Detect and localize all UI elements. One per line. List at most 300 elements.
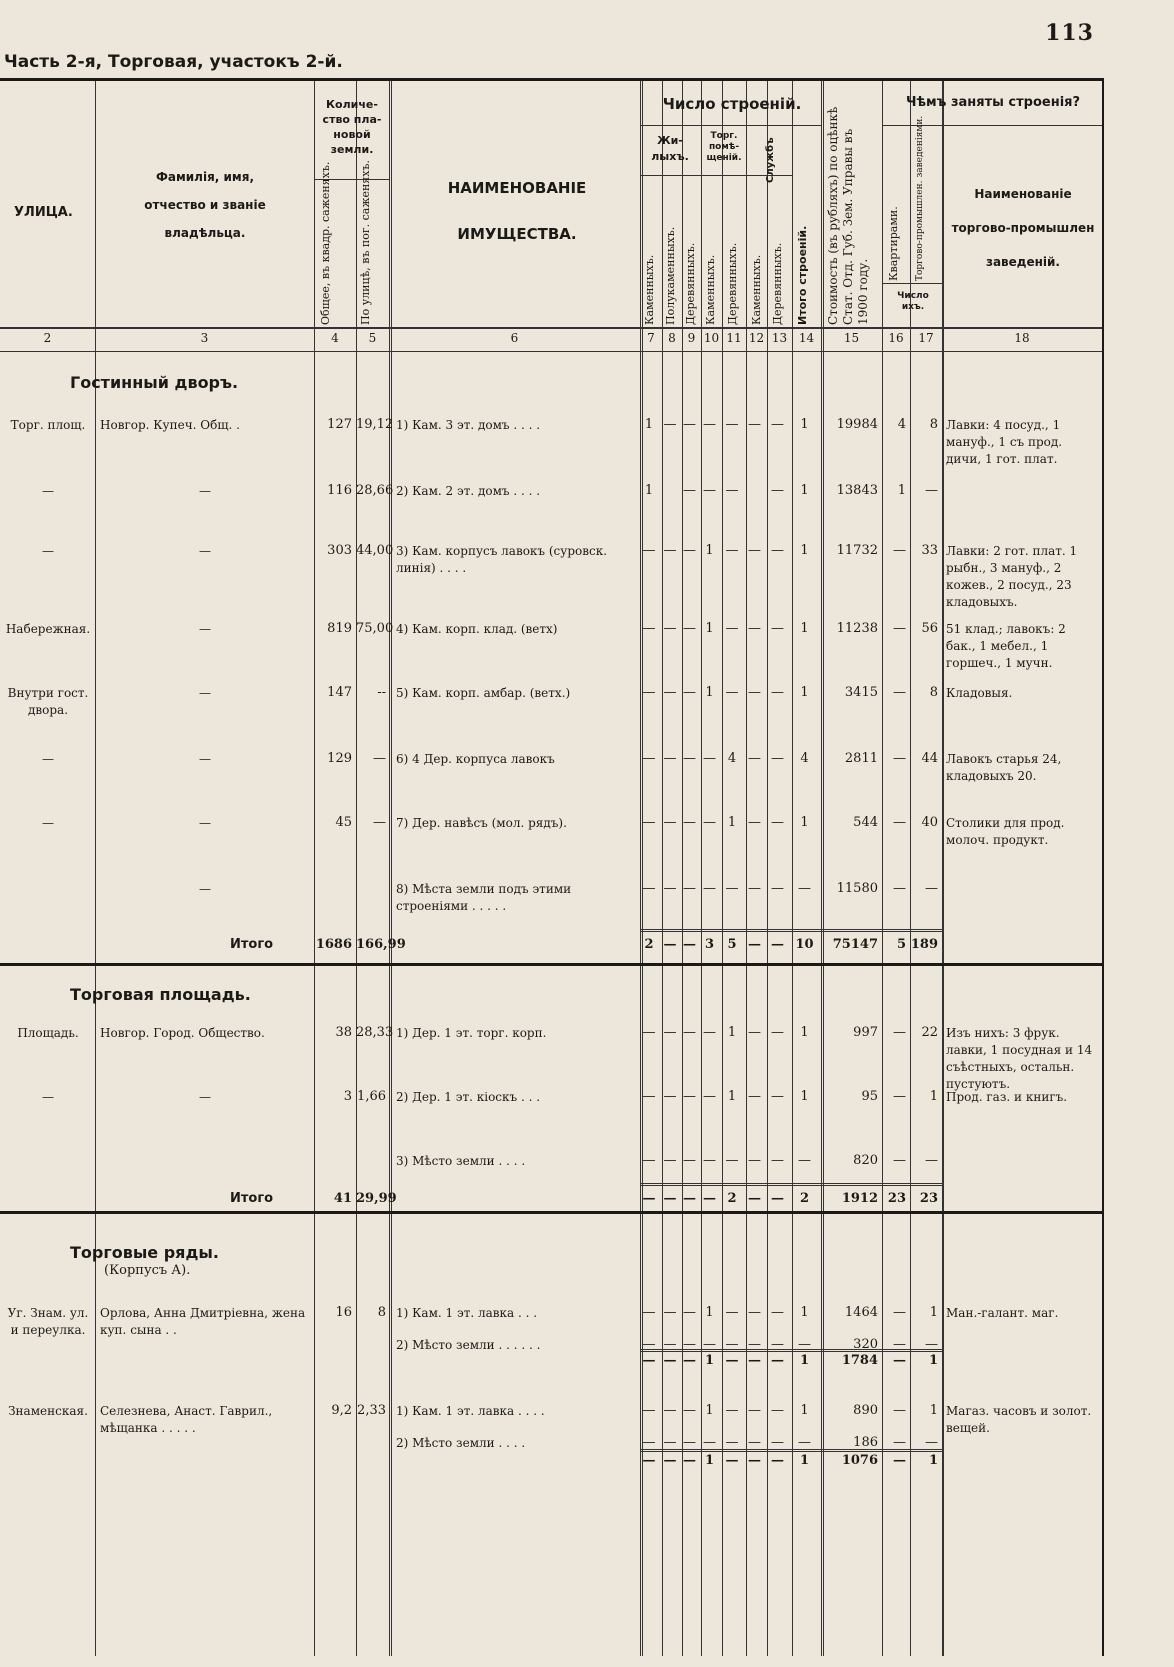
cell-col-10: 1	[705, 543, 714, 558]
cell-col-11: 4	[727, 751, 737, 766]
cell-col-15: 11580	[836, 881, 878, 896]
cell-col-11: —	[725, 417, 739, 432]
cell-col-13: —	[771, 1337, 784, 1352]
cell-property: 2) Мѣсто земли . . . . . .	[396, 1338, 541, 1352]
cell-property: 8) Мѣста земли подъ этими строеніями . . . . .	[396, 882, 572, 913]
cell-col-7: —	[642, 1403, 656, 1418]
cell-land-street: 44,00	[356, 543, 394, 558]
cell-col-10: —	[703, 1435, 716, 1450]
cell-col-8: —	[663, 543, 677, 558]
cell-col-16: —	[893, 1025, 906, 1040]
column-number: 16	[888, 331, 904, 345]
cell-col-13: —	[771, 543, 784, 558]
total-land: 1686	[315, 937, 352, 952]
cell-col-10: —	[703, 417, 716, 432]
total-label: Итого	[230, 937, 274, 952]
cell-col-13: —	[771, 1089, 784, 1104]
cell-col-15: 11732	[836, 543, 878, 558]
cell-col-14: 1	[800, 1025, 809, 1040]
column-number: 18	[1014, 331, 1030, 345]
cell-establishments: Магаз. часовъ и золот. вещей.	[946, 1404, 1092, 1435]
cell-col-11: —	[725, 543, 739, 558]
cell-col-15: 95	[861, 1089, 878, 1104]
cell-land-total: 303	[327, 543, 352, 558]
cell-col-11: 5	[727, 937, 737, 952]
cell-property: 1) Кам. 1 эт. лавка . . . .	[396, 1404, 545, 1418]
cell-property: 1) Кам. 1 эт. лавка . . .	[396, 1306, 538, 1320]
cell-property: 6) 4 Дер. корпуса лавокъ	[396, 752, 555, 766]
cell-col-8: —	[663, 1305, 677, 1320]
cell-land-street: 28,33	[356, 1025, 394, 1040]
cell-land-street: 28,66	[356, 483, 394, 498]
cell-col-17: 22	[921, 1025, 938, 1040]
cell-col-15: 997	[853, 1025, 878, 1040]
cell-col-13: —	[771, 881, 784, 896]
cell-property: 1) Дер. 1 эт. торг. корп.	[396, 1026, 547, 1040]
cell-col-17: 40	[921, 815, 938, 830]
cell-owner: —	[199, 882, 211, 896]
cell-col-16: —	[893, 543, 906, 558]
cell-land-total: 127	[327, 417, 352, 432]
header-service: Службъ	[765, 137, 776, 183]
cell-col-12: —	[748, 1453, 761, 1468]
cell-col-10: —	[703, 1089, 716, 1104]
cell-col-10: 1	[705, 685, 714, 700]
cell-land-street: 19,12	[356, 417, 394, 432]
cell-street: —	[42, 1090, 54, 1104]
cell-col-9: —	[683, 937, 696, 952]
cell-col-13: —	[771, 483, 784, 498]
cell-col-9: —	[683, 815, 696, 830]
cell-col-8: —	[663, 1453, 677, 1468]
header-trade: Торг. помѣ- щеній.	[706, 131, 742, 163]
section-title: Торговая площадь.	[70, 985, 251, 1004]
cell-col-14: 1	[799, 1353, 810, 1368]
section-title: Торговые ряды.	[70, 1243, 219, 1262]
cell-owner: —	[199, 686, 211, 700]
section-divider	[0, 963, 1102, 966]
cell-land-total: 9,2	[331, 1403, 352, 1418]
cell-col-9: —	[683, 1089, 696, 1104]
cell-col-9: —	[683, 1453, 696, 1468]
cell-col-7: —	[642, 1025, 656, 1040]
cell-land-total: 129	[327, 751, 352, 766]
cell-col-11: —	[725, 1435, 739, 1450]
cell-col-13: —	[771, 937, 784, 952]
cell-col-9: —	[683, 417, 696, 432]
cell-land-total: 147	[327, 685, 352, 700]
cell-col-14: 1	[799, 1453, 810, 1468]
cell-property: 3) Мѣсто земли . . . .	[396, 1154, 526, 1168]
cell-street: Набережная.	[5, 622, 91, 636]
total-street: 166,99	[356, 937, 406, 952]
header-property: НАИМЕНОВАНІЕ ИМУЩЕСТВА.	[447, 179, 587, 243]
cell-col-12: —	[748, 621, 761, 636]
cell-col-17: —	[925, 1337, 938, 1352]
total-street: 29,99	[356, 1191, 397, 1206]
total-rule	[640, 929, 942, 932]
cell-col-12: —	[748, 1305, 761, 1320]
cell-col-15: 186	[853, 1435, 878, 1450]
cell-establishments: Прод. газ. и книгъ.	[946, 1090, 1068, 1104]
cell-col-11: 1	[727, 815, 737, 830]
header-residential: Жи- лыхъ.	[651, 134, 689, 163]
cell-col-16: —	[893, 1305, 906, 1320]
cell-col-11: —	[725, 1153, 739, 1168]
column-number: 8	[668, 331, 676, 345]
ledger-table	[0, 78, 1104, 1656]
page-number: 113	[1045, 20, 1094, 46]
cell-col-17: 1	[929, 1403, 938, 1418]
cell-col-7: —	[642, 1305, 656, 1320]
cell-col-7: —	[642, 1153, 656, 1168]
cell-street: Площадь.	[17, 1026, 79, 1040]
cell-owner: Новгор. Купеч. Общ. .	[100, 418, 240, 432]
cell-col-17: 56	[921, 621, 938, 636]
header-land-total: Общее, въ квадр. саженяхъ.	[319, 161, 332, 325]
cell-col-12: —	[748, 417, 761, 432]
col-apartments: Квартирами.	[887, 206, 900, 281]
col-stone-1: Каменныхъ.	[643, 254, 656, 325]
cell-establishments: Столики для прод. молоч. продукт.	[946, 816, 1065, 847]
cell-col-8: —	[663, 937, 677, 952]
cell-col-11: —	[725, 1403, 739, 1418]
cell-street: Уг. Знам. ул. и переулка.	[7, 1306, 89, 1337]
cell-col-7: —	[642, 1353, 656, 1368]
cell-col-10: —	[703, 483, 716, 498]
cell-col-16: —	[893, 1089, 906, 1104]
cell-col-11: —	[725, 685, 739, 700]
cell-col-11: —	[725, 1337, 739, 1352]
cell-col-16: —	[893, 1153, 906, 1168]
column-number: 10	[703, 331, 720, 345]
cell-col-10: 1	[704, 1453, 715, 1468]
cell-col-11: —	[725, 1353, 739, 1368]
total-land: 41	[333, 1191, 352, 1206]
cell-col-7: —	[642, 1453, 656, 1468]
cell-col-14: —	[798, 1435, 811, 1450]
cell-land-street: 8	[377, 1305, 386, 1320]
col-trade-establishments: Торгово-промышлен. заведеніями.	[915, 115, 925, 281]
cell-col-16: 5	[896, 937, 906, 952]
cell-col-16: —	[893, 1453, 906, 1468]
col-wood-1: Деревянныхъ.	[684, 242, 697, 325]
cell-col-11: —	[725, 881, 739, 896]
page-title: Часть 2-я, Торговая, участокъ 2-й.	[4, 52, 343, 72]
cell-land-street: 75,00	[356, 621, 394, 636]
col-total-buildings: Итого строеній.	[796, 225, 809, 325]
column-number: 5	[368, 331, 377, 345]
cell-col-7: 2	[644, 937, 654, 952]
cell-col-12: —	[748, 1025, 761, 1040]
total-rule	[640, 1183, 942, 1186]
column-number: 3	[200, 331, 209, 345]
cell-col-13: —	[771, 1025, 784, 1040]
subtotal-rule	[640, 1449, 942, 1452]
cell-owner: —	[199, 1090, 211, 1104]
cell-col-10: —	[703, 1025, 716, 1040]
cell-owner: —	[199, 816, 211, 830]
cell-col-12: —	[748, 881, 761, 896]
cell-establishments: Лавки: 4 посуд., 1 мануф., 1 съ прод. дичи, 1 гот. плат.	[946, 418, 1063, 466]
cell-col-9: —	[683, 1435, 696, 1450]
cell-col-14: 1	[800, 621, 809, 636]
cell-col-12: —	[748, 1153, 761, 1168]
cell-property: 4) Кам. корп. клад. (ветх)	[396, 622, 558, 636]
cell-col-8: —	[663, 685, 677, 700]
cell-col-10: —	[703, 751, 716, 766]
cell-col-9: —	[683, 685, 696, 700]
col-half-stone: Полукаменныхъ.	[664, 226, 677, 325]
cell-col-14: —	[798, 1337, 811, 1352]
cell-col-10: —	[703, 881, 716, 896]
cell-col-7: —	[642, 881, 656, 896]
cell-col-10: 1	[705, 621, 714, 636]
header-establishment-name: Наименованіе торгово-промышлен заведеній.	[951, 187, 1095, 269]
cell-land-total: 45	[335, 815, 352, 830]
cell-col-15: 1784	[841, 1353, 878, 1368]
cell-col-9: —	[683, 1025, 696, 1040]
cell-establishments: Лавки: 2 гот. плат. 1 рыбн., 3 мануф., 2 кожев., 2 посуд., 23 кладовыхъ.	[946, 544, 1078, 609]
cell-establishments: 51 клад.; лавокъ: 2 бак., 1 мебел., 1 горшеч., 1 мучн.	[946, 622, 1066, 670]
cell-street: Знаменская.	[8, 1404, 88, 1418]
cell-col-17: —	[925, 1153, 938, 1168]
cell-owner: —	[199, 752, 211, 766]
cell-col-13: —	[771, 685, 784, 700]
cell-col-12: —	[748, 1403, 761, 1418]
cell-col-7: 1	[644, 483, 654, 498]
cell-col-13: —	[771, 1305, 784, 1320]
cell-land-total: 819	[327, 621, 352, 636]
cell-col-8: —	[663, 1191, 677, 1206]
cell-col-14: 10	[795, 937, 814, 952]
cell-col-16: —	[893, 1403, 906, 1418]
cell-col-15: 320	[853, 1337, 878, 1352]
cell-col-17: —	[925, 483, 938, 498]
column-number: 9	[687, 331, 696, 345]
cell-col-14: 1	[800, 1305, 809, 1320]
cell-col-15: 11238	[836, 621, 878, 636]
cell-col-15: 3415	[844, 685, 878, 700]
column-number: 2	[43, 331, 52, 345]
cell-col-13: —	[771, 417, 784, 432]
cell-col-15: 1464	[844, 1305, 878, 1320]
col-cost: Стоимость (въ рубляхъ) по оцѣнкѣ Стат. Отд. Губ. Зем. Управы въ 1900 году.	[826, 106, 870, 325]
cell-col-11: —	[725, 483, 739, 498]
cell-owner: Орлова, Анна Дмитріевна, жена куп. сына . .	[100, 1306, 306, 1337]
cell-street: —	[42, 544, 54, 558]
cell-col-8: —	[663, 881, 677, 896]
cell-street: —	[42, 752, 54, 766]
cell-col-8: —	[663, 1435, 677, 1450]
cell-col-15: 820	[853, 1153, 878, 1168]
cell-col-7: —	[642, 815, 656, 830]
cell-col-17: 1	[928, 1453, 938, 1468]
cell-col-13: —	[771, 1403, 784, 1418]
cell-col-13: —	[771, 1191, 784, 1206]
cell-col-13: —	[771, 1153, 784, 1168]
cell-col-17: —	[925, 881, 938, 896]
cell-col-12: —	[748, 1435, 761, 1450]
cell-col-17: 1	[929, 1089, 938, 1104]
cell-property: 2) Мѣсто земли . . . .	[396, 1436, 526, 1450]
cell-col-16: 4	[897, 417, 906, 432]
cell-col-12: —	[748, 1191, 761, 1206]
subtotal-rule	[640, 1349, 942, 1352]
cell-col-15: 2811	[844, 751, 878, 766]
cell-land-total: 38	[335, 1025, 352, 1040]
cell-col-14: 1	[800, 1403, 809, 1418]
cell-col-12: —	[748, 937, 761, 952]
cell-land-street: --	[377, 685, 386, 700]
cell-land-street: —	[373, 751, 386, 766]
cell-owner: Новгор. Город. Общество.	[100, 1026, 265, 1040]
cell-col-16: —	[893, 815, 906, 830]
section-divider	[0, 1211, 1102, 1214]
cell-col-11: —	[725, 1453, 739, 1468]
cell-col-7: —	[642, 1191, 656, 1206]
cell-property: 7) Дер. навѣсъ (мол. рядъ).	[396, 816, 567, 830]
header-street: УЛИЦА.	[14, 205, 73, 220]
cell-col-9: —	[683, 881, 696, 896]
cell-col-8: —	[663, 417, 677, 432]
cell-col-13: —	[771, 1353, 784, 1368]
cell-col-13: —	[771, 1435, 784, 1450]
cell-street: Торг. площ.	[10, 418, 86, 432]
cell-col-11: 1	[727, 1025, 737, 1040]
cell-col-14: 4	[800, 751, 809, 766]
cell-col-16: 23	[887, 1191, 906, 1206]
header-buildings: Число строеній.	[662, 95, 802, 113]
cell-col-15: 19984	[836, 417, 878, 432]
cell-col-9: —	[683, 1337, 696, 1352]
cell-col-17: 8	[929, 685, 938, 700]
cell-street: —	[42, 816, 54, 830]
cell-col-14: 1	[800, 1089, 809, 1104]
cell-col-15: 1076	[841, 1453, 878, 1468]
cell-property: 1) Кам. 3 эт. домъ . . . .	[396, 418, 541, 432]
column-number: 4	[331, 331, 339, 345]
cell-property: 5) Кам. корп. амбар. (ветх.)	[396, 686, 571, 700]
cell-col-16: —	[893, 1353, 906, 1368]
cell-col-8: —	[663, 1025, 677, 1040]
cell-col-15: 75147	[832, 937, 878, 952]
cell-col-16: —	[893, 1435, 906, 1450]
cell-col-7: —	[642, 751, 656, 766]
cell-col-17: 1	[929, 1305, 938, 1320]
cell-land-street: —	[373, 815, 386, 830]
cell-col-15: 890	[853, 1403, 878, 1418]
cell-col-8: —	[663, 1153, 677, 1168]
cell-col-17: 23	[919, 1191, 938, 1206]
cell-col-12: —	[748, 1337, 761, 1352]
cell-col-8: —	[663, 751, 677, 766]
cell-col-9: —	[683, 483, 696, 498]
cell-col-12: —	[748, 815, 761, 830]
cell-col-15: 1912	[841, 1191, 878, 1206]
column-number: 15	[843, 331, 860, 345]
cell-col-8: —	[663, 1337, 677, 1352]
cell-col-11: 2	[727, 1191, 737, 1206]
cell-col-17: 8	[929, 417, 938, 432]
cell-col-14: 1	[800, 815, 809, 830]
cell-col-16: 1	[897, 483, 906, 498]
section-subtitle: (Корпусъ А).	[104, 1263, 191, 1278]
cell-col-13: —	[771, 621, 784, 636]
cell-establishments: Лавокъ старья 24, кладовыхъ 20.	[946, 752, 1062, 783]
cell-col-16: —	[893, 1337, 906, 1352]
cell-col-14: 1	[800, 543, 809, 558]
cell-land-total: 16	[335, 1305, 352, 1320]
cell-col-16: —	[893, 751, 906, 766]
total-label: Итого	[230, 1191, 274, 1206]
cell-col-11: 1	[727, 1089, 737, 1104]
column-number: 6	[510, 331, 519, 345]
cell-col-7: —	[642, 543, 656, 558]
cell-col-16: —	[893, 621, 906, 636]
cell-col-12: —	[748, 543, 761, 558]
column-number: 11	[726, 331, 742, 345]
cell-col-7: —	[642, 1435, 656, 1450]
cell-land-street: 1,66	[357, 1089, 386, 1104]
cell-col-15: 13843	[836, 483, 878, 498]
cell-col-10: —	[703, 1337, 716, 1352]
column-number: 7	[647, 331, 655, 345]
col-wood-3: Деревянныхъ.	[771, 242, 784, 325]
cell-col-11: —	[725, 1305, 739, 1320]
cell-land-street: 2,33	[357, 1403, 386, 1418]
cell-col-7: —	[642, 621, 656, 636]
cell-col-8: —	[663, 1353, 677, 1368]
column-number: 12	[748, 331, 765, 345]
cell-land-total: 116	[327, 483, 352, 498]
cell-col-17: 189	[910, 937, 938, 952]
cell-col-14: —	[798, 881, 811, 896]
cell-col-9: —	[683, 1153, 696, 1168]
cell-property: 3) Кам. корпусъ лавокъ (суровск. линія) . . . .	[396, 544, 608, 575]
cell-establishments: Ман.-галант. маг.	[946, 1306, 1059, 1320]
cell-col-13: —	[771, 815, 784, 830]
cell-col-9: —	[683, 751, 696, 766]
cell-col-14: —	[798, 1153, 811, 1168]
cell-col-12: —	[748, 1353, 761, 1368]
cell-col-16: —	[893, 685, 906, 700]
cell-col-17: 1	[928, 1353, 938, 1368]
cell-col-8: —	[663, 1403, 677, 1418]
cell-col-9: —	[683, 1353, 696, 1368]
cell-land-total: 3	[343, 1089, 352, 1104]
cell-col-11: —	[725, 621, 739, 636]
cell-establishments: Кладовыя.	[946, 686, 1013, 700]
cell-col-7: —	[642, 685, 656, 700]
cell-col-7: —	[642, 1337, 656, 1352]
cell-property: 2) Дер. 1 эт. кіоскъ . . .	[396, 1090, 541, 1104]
cell-col-10: —	[703, 815, 716, 830]
column-number: 17	[918, 331, 934, 345]
col-stone-2: Каменныхъ.	[704, 254, 717, 325]
cell-col-8: —	[663, 1089, 677, 1104]
header-owner: Фамилія, имя, отчество и званіе владѣльца.	[144, 170, 266, 240]
cell-col-14: 1	[800, 685, 809, 700]
cell-col-10: —	[703, 1191, 716, 1206]
cell-col-10: 1	[704, 1353, 715, 1368]
cell-col-17: 44	[921, 751, 938, 766]
cell-col-9: —	[683, 1403, 696, 1418]
cell-col-16: —	[893, 881, 906, 896]
col-wood-2: Деревянныхъ.	[726, 242, 739, 325]
cell-col-13: —	[771, 751, 784, 766]
cell-owner: —	[199, 622, 211, 636]
